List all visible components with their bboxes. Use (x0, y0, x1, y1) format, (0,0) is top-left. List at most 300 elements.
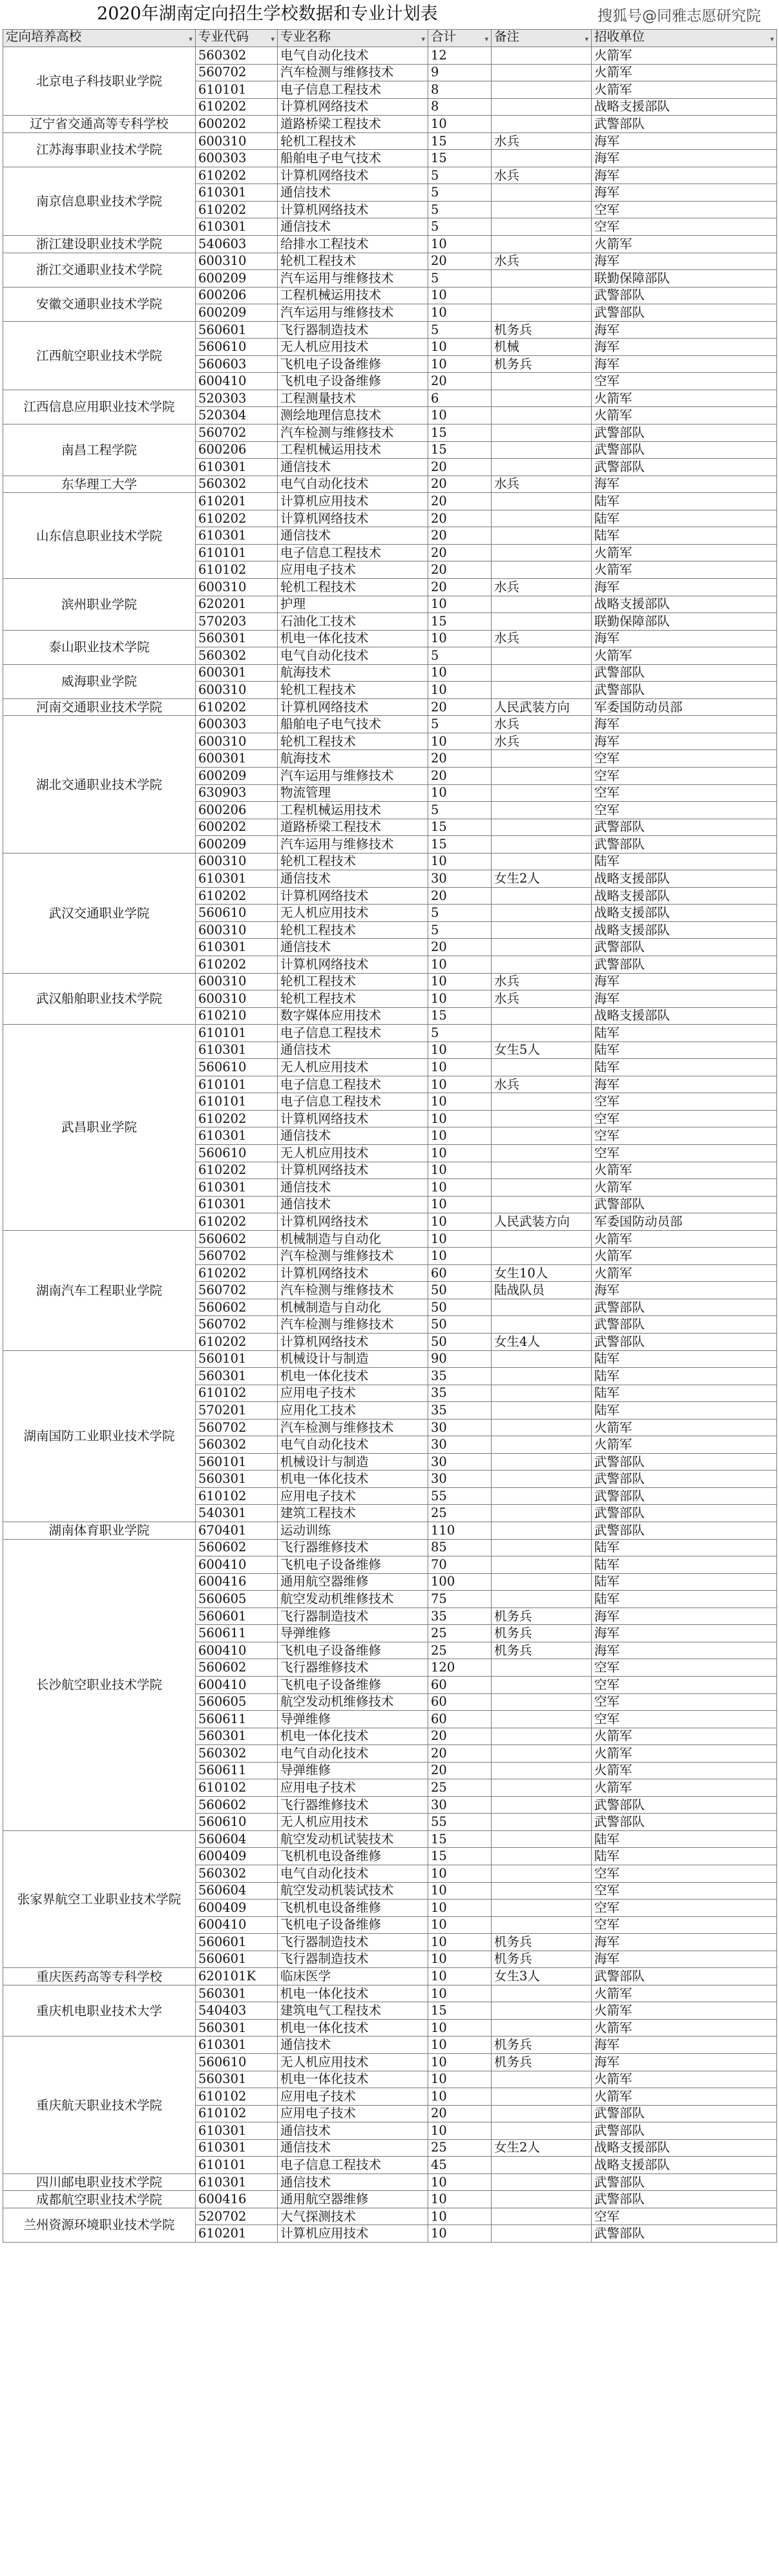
major-name-cell[interactable]: 航空发动机维修技术 (278, 1591, 428, 1608)
total-cell[interactable]: 15 (428, 819, 492, 836)
major-code-cell[interactable]: 560602 (196, 1796, 278, 1814)
remark-cell[interactable] (492, 1007, 592, 1025)
unit-cell[interactable]: 武警部队 (592, 2122, 777, 2140)
major-name-cell[interactable]: 电气自动化技术 (278, 47, 428, 65)
major-code-cell[interactable]: 670401 (196, 1522, 278, 1540)
unit-cell[interactable]: 武警部队 (592, 287, 777, 304)
filter-dropdown-icon[interactable]: ▾ (484, 35, 488, 43)
major-code-cell[interactable]: 610301 (196, 184, 278, 202)
total-cell[interactable]: 10 (428, 596, 492, 613)
major-name-cell[interactable]: 飞机电子设备维修 (278, 1556, 428, 1574)
major-code-cell[interactable]: 610202 (196, 1213, 278, 1231)
remark-cell[interactable] (492, 905, 592, 922)
major-name-cell[interactable]: 应用电子技术 (278, 561, 428, 579)
major-name-cell[interactable]: 轮机工程技术 (278, 682, 428, 699)
unit-cell[interactable]: 陆军 (592, 1042, 777, 1059)
major-code-cell[interactable]: 560302 (196, 47, 278, 65)
total-cell[interactable]: 10 (428, 2088, 492, 2106)
total-cell[interactable]: 10 (428, 973, 492, 990)
major-name-cell[interactable]: 应用电子技术 (278, 2088, 428, 2106)
major-code-cell[interactable]: 600209 (196, 304, 278, 322)
unit-cell[interactable]: 战略支援部队 (592, 2139, 777, 2157)
total-cell[interactable]: 5 (428, 802, 492, 819)
major-name-cell[interactable]: 计算机网络技术 (278, 167, 428, 184)
major-code-cell[interactable]: 560302 (196, 1745, 278, 1763)
remark-cell[interactable] (492, 2071, 592, 2088)
unit-cell[interactable]: 火箭军 (592, 1248, 777, 1265)
unit-cell[interactable]: 空军 (592, 2208, 777, 2225)
major-code-cell[interactable]: 600206 (196, 441, 278, 459)
remark-cell[interactable] (492, 1110, 592, 1127)
major-name-cell[interactable]: 轮机工程技术 (278, 253, 428, 270)
major-code-cell[interactable]: 560702 (196, 64, 278, 81)
major-name-cell[interactable]: 汽车检测与维修技术 (278, 64, 428, 81)
remark-cell[interactable]: 水兵 (492, 990, 592, 1008)
unit-cell[interactable]: 陆军 (592, 527, 777, 545)
major-name-cell[interactable]: 电气自动化技术 (278, 476, 428, 493)
unit-cell[interactable]: 空军 (592, 1145, 777, 1162)
major-code-cell[interactable]: 560601 (196, 1607, 278, 1625)
remark-cell[interactable]: 水兵 (492, 132, 592, 150)
remark-cell[interactable] (492, 270, 592, 288)
remark-cell[interactable]: 人民武装方向 (492, 698, 592, 716)
major-name-cell[interactable]: 通信技术 (278, 2037, 428, 2054)
unit-cell[interactable]: 火箭军 (592, 64, 777, 81)
total-cell[interactable]: 30 (428, 1419, 492, 1436)
unit-cell[interactable]: 武警部队 (592, 2105, 777, 2122)
major-code-cell[interactable]: 610101 (196, 2157, 278, 2174)
major-code-cell[interactable]: 560301 (196, 2019, 278, 2037)
major-name-cell[interactable]: 轮机工程技术 (278, 973, 428, 990)
remark-cell[interactable] (492, 2208, 592, 2225)
total-cell[interactable]: 10 (428, 630, 492, 647)
major-name-cell[interactable]: 汽车检测与维修技术 (278, 1316, 428, 1334)
major-code-cell[interactable]: 610301 (196, 459, 278, 476)
unit-cell[interactable]: 陆军 (592, 1556, 777, 1574)
school-cell[interactable]: 成都航空职业技术学院 (3, 2191, 196, 2208)
major-name-cell[interactable]: 运动训练 (278, 1522, 428, 1540)
remark-cell[interactable] (492, 1591, 592, 1608)
remark-cell[interactable] (492, 407, 592, 424)
major-name-cell[interactable]: 通用航空器维修 (278, 1573, 428, 1591)
major-code-cell[interactable]: 610301 (196, 1179, 278, 1197)
remark-cell[interactable] (492, 1830, 592, 1848)
total-cell[interactable]: 20 (428, 476, 492, 493)
major-name-cell[interactable]: 电子信息工程技术 (278, 1093, 428, 1111)
unit-cell[interactable]: 武警部队 (592, 1453, 777, 1471)
major-code-cell[interactable]: 610201 (196, 493, 278, 510)
total-cell[interactable]: 5 (428, 321, 492, 339)
unit-cell[interactable]: 火箭军 (592, 647, 777, 665)
remark-cell[interactable] (492, 1556, 592, 1574)
unit-cell[interactable]: 火箭军 (592, 81, 777, 99)
total-cell[interactable]: 10 (428, 2225, 492, 2243)
total-cell[interactable]: 30 (428, 1471, 492, 1488)
total-cell[interactable]: 25 (428, 1505, 492, 1522)
major-code-cell[interactable]: 610301 (196, 1196, 278, 1213)
school-cell[interactable]: 浙江交通职业技术学院 (3, 253, 196, 287)
unit-cell[interactable]: 联勤保障部队 (592, 613, 777, 631)
major-name-cell[interactable]: 电子信息工程技术 (278, 544, 428, 561)
major-name-cell[interactable]: 汽车运用与维修技术 (278, 304, 428, 322)
unit-cell[interactable]: 海军 (592, 1951, 777, 1968)
total-cell[interactable]: 10 (428, 1916, 492, 1934)
unit-cell[interactable]: 战略支援部队 (592, 921, 777, 939)
major-name-cell[interactable]: 临床医学 (278, 1968, 428, 1985)
major-code-cell[interactable]: 560301 (196, 1728, 278, 1745)
unit-cell[interactable]: 海军 (592, 167, 777, 184)
unit-cell[interactable]: 海军 (592, 476, 777, 493)
school-cell[interactable]: 重庆机电职业技术大学 (3, 1985, 196, 2037)
major-name-cell[interactable]: 测绘地理信息技术 (278, 407, 428, 424)
total-cell[interactable]: 15 (428, 424, 492, 442)
major-code-cell[interactable]: 600310 (196, 733, 278, 750)
unit-cell[interactable]: 陆军 (592, 1591, 777, 1608)
major-code-cell[interactable]: 540403 (196, 2002, 278, 2020)
major-code-cell[interactable]: 610102 (196, 2088, 278, 2106)
school-cell[interactable]: 辽宁省交通高等专科学校 (3, 116, 196, 133)
major-name-cell[interactable]: 建筑电气工程技术 (278, 2002, 428, 2020)
major-name-cell[interactable]: 导弹维修 (278, 1625, 428, 1642)
unit-cell[interactable]: 火箭军 (592, 1419, 777, 1436)
remark-cell[interactable] (492, 1745, 592, 1763)
remark-cell[interactable]: 机务兵 (492, 1642, 592, 1659)
unit-cell[interactable]: 武警部队 (592, 1814, 777, 1831)
filter-dropdown-icon[interactable]: ▾ (585, 35, 588, 43)
total-cell[interactable]: 20 (428, 373, 492, 390)
major-name-cell[interactable]: 机械设计与制造 (278, 1453, 428, 1471)
remark-cell[interactable] (492, 1368, 592, 1385)
total-cell[interactable]: 10 (428, 1196, 492, 1213)
total-cell[interactable]: 5 (428, 647, 492, 665)
major-name-cell[interactable]: 航空发动机试装技术 (278, 1830, 428, 1848)
major-code-cell[interactable]: 600410 (196, 1916, 278, 1934)
total-cell[interactable]: 70 (428, 1556, 492, 1574)
major-name-cell[interactable]: 应用电子技术 (278, 1487, 428, 1505)
total-cell[interactable]: 10 (428, 784, 492, 802)
unit-cell[interactable]: 火箭军 (592, 1230, 777, 1248)
total-cell[interactable]: 85 (428, 1539, 492, 1556)
unit-cell[interactable]: 空军 (592, 1110, 777, 1127)
major-name-cell[interactable]: 通信技术 (278, 184, 428, 202)
school-cell[interactable]: 湖北交通职业技术学院 (3, 716, 196, 853)
school-cell[interactable]: 泰山职业技术学院 (3, 630, 196, 664)
unit-cell[interactable]: 海军 (592, 132, 777, 150)
unit-cell[interactable]: 空军 (592, 1865, 777, 1882)
major-code-cell[interactable]: 560301 (196, 1368, 278, 1385)
unit-cell[interactable]: 火箭军 (592, 2019, 777, 2037)
remark-cell[interactable]: 女生2人 (492, 2139, 592, 2157)
remark-cell[interactable] (492, 750, 592, 768)
major-name-cell[interactable]: 飞行器制造技术 (278, 1607, 428, 1625)
remark-cell[interactable] (492, 493, 592, 510)
major-name-cell[interactable]: 电气自动化技术 (278, 1436, 428, 1454)
school-cell[interactable]: 湖南汽车工程职业学院 (3, 1230, 196, 1350)
school-cell[interactable]: 重庆航天职业技术学院 (3, 2037, 196, 2173)
total-cell[interactable]: 15 (428, 2002, 492, 2020)
unit-cell[interactable]: 空军 (592, 767, 777, 784)
remark-cell[interactable] (492, 1145, 592, 1162)
total-cell[interactable]: 20 (428, 561, 492, 579)
unit-cell[interactable]: 军委国防动员部 (592, 698, 777, 716)
major-code-cell[interactable]: 610202 (196, 698, 278, 716)
major-code-cell[interactable]: 560601 (196, 321, 278, 339)
total-cell[interactable]: 10 (428, 1213, 492, 1231)
total-cell[interactable]: 5 (428, 1025, 492, 1042)
major-name-cell[interactable]: 机械制造与自动化 (278, 1230, 428, 1248)
major-code-cell[interactable]: 600303 (196, 150, 278, 167)
total-cell[interactable]: 20 (428, 527, 492, 545)
major-code-cell[interactable]: 600410 (196, 1642, 278, 1659)
header-major[interactable]: 专业名称 ▾ (278, 30, 428, 47)
major-name-cell[interactable]: 工程机械运用技术 (278, 441, 428, 459)
unit-cell[interactable]: 火箭军 (592, 47, 777, 65)
unit-cell[interactable]: 海军 (592, 150, 777, 167)
total-cell[interactable]: 60 (428, 1711, 492, 1728)
remark-cell[interactable]: 女生4人 (492, 1334, 592, 1351)
unit-cell[interactable]: 海军 (592, 630, 777, 647)
remark-cell[interactable] (492, 2105, 592, 2122)
total-cell[interactable]: 10 (428, 2071, 492, 2088)
unit-cell[interactable]: 武警部队 (592, 1316, 777, 1334)
major-code-cell[interactable]: 520304 (196, 407, 278, 424)
unit-cell[interactable]: 空军 (592, 1676, 777, 1693)
school-cell[interactable]: 东华理工大学 (3, 476, 196, 493)
remark-cell[interactable] (492, 939, 592, 956)
major-code-cell[interactable]: 610301 (196, 527, 278, 545)
remark-cell[interactable] (492, 956, 592, 973)
major-name-cell[interactable]: 汽车检测与维修技术 (278, 1248, 428, 1265)
major-name-cell[interactable]: 轮机工程技术 (278, 132, 428, 150)
major-name-cell[interactable]: 导弹维修 (278, 1762, 428, 1779)
major-name-cell[interactable]: 飞行器维修技术 (278, 1796, 428, 1814)
remark-cell[interactable] (492, 441, 592, 459)
major-code-cell[interactable]: 600209 (196, 836, 278, 853)
major-name-cell[interactable]: 机电一体化技术 (278, 2019, 428, 2037)
school-cell[interactable]: 江苏海事职业技术学院 (3, 132, 196, 167)
total-cell[interactable]: 5 (428, 921, 492, 939)
unit-cell[interactable]: 海军 (592, 321, 777, 339)
school-cell[interactable]: 兰州资源环境职业技术学院 (3, 2208, 196, 2242)
total-cell[interactable]: 10 (428, 1882, 492, 1900)
total-cell[interactable]: 5 (428, 270, 492, 288)
remark-cell[interactable] (492, 81, 592, 99)
unit-cell[interactable]: 陆军 (592, 1830, 777, 1848)
remark-cell[interactable] (492, 236, 592, 253)
school-cell[interactable]: 浙江建设职业技术学院 (3, 236, 196, 253)
remark-cell[interactable] (492, 2088, 592, 2106)
major-name-cell[interactable]: 船舶电子电气技术 (278, 716, 428, 733)
school-cell[interactable]: 威海职业学院 (3, 664, 196, 698)
total-cell[interactable]: 20 (428, 2105, 492, 2122)
major-name-cell[interactable]: 轮机工程技术 (278, 921, 428, 939)
unit-cell[interactable]: 武警部队 (592, 2191, 777, 2208)
school-cell[interactable]: 南昌工程学院 (3, 424, 196, 476)
major-code-cell[interactable]: 600416 (196, 1573, 278, 1591)
major-code-cell[interactable]: 560702 (196, 424, 278, 442)
major-name-cell[interactable]: 轮机工程技术 (278, 853, 428, 870)
total-cell[interactable]: 10 (428, 990, 492, 1008)
major-code-cell[interactable]: 560610 (196, 339, 278, 356)
total-cell[interactable]: 10 (428, 2173, 492, 2191)
remark-cell[interactable] (492, 98, 592, 116)
total-cell[interactable]: 10 (428, 355, 492, 373)
major-code-cell[interactable]: 560601 (196, 1951, 278, 1968)
total-cell[interactable]: 20 (428, 459, 492, 476)
remark-cell[interactable] (492, 853, 592, 870)
unit-cell[interactable]: 空军 (592, 802, 777, 819)
major-name-cell[interactable]: 护理 (278, 596, 428, 613)
major-name-cell[interactable]: 计算机网络技术 (278, 510, 428, 527)
major-code-cell[interactable]: 560610 (196, 1059, 278, 1076)
unit-cell[interactable]: 陆军 (592, 1368, 777, 1385)
remark-cell[interactable] (492, 1350, 592, 1368)
major-name-cell[interactable]: 工程机械运用技术 (278, 287, 428, 304)
remark-cell[interactable] (492, 1025, 592, 1042)
unit-cell[interactable]: 空军 (592, 218, 777, 236)
total-cell[interactable]: 15 (428, 836, 492, 853)
unit-cell[interactable]: 空军 (592, 1093, 777, 1111)
major-name-cell[interactable]: 计算机网络技术 (278, 1213, 428, 1231)
header-remark[interactable]: 备注 ▾ (492, 30, 592, 47)
unit-cell[interactable]: 陆军 (592, 1025, 777, 1042)
major-code-cell[interactable]: 560702 (196, 1316, 278, 1334)
unit-cell[interactable]: 武警部队 (592, 1968, 777, 1985)
total-cell[interactable]: 30 (428, 1453, 492, 1471)
unit-cell[interactable]: 空军 (592, 1882, 777, 1900)
remark-cell[interactable] (492, 1487, 592, 1505)
major-code-cell[interactable]: 560611 (196, 1711, 278, 1728)
major-code-cell[interactable]: 560610 (196, 1145, 278, 1162)
major-name-cell[interactable]: 航空发动机维修技术 (278, 1693, 428, 1711)
total-cell[interactable]: 60 (428, 1264, 492, 1282)
major-name-cell[interactable]: 飞行器维修技术 (278, 1659, 428, 1677)
remark-cell[interactable] (492, 2157, 592, 2174)
unit-cell[interactable]: 空军 (592, 1659, 777, 1677)
unit-cell[interactable]: 空军 (592, 1127, 777, 1145)
major-name-cell[interactable]: 电子信息工程技术 (278, 2157, 428, 2174)
unit-cell[interactable]: 海军 (592, 1642, 777, 1659)
remark-cell[interactable] (492, 1985, 592, 2002)
remark-cell[interactable] (492, 64, 592, 81)
major-name-cell[interactable]: 汽车检测与维修技术 (278, 1282, 428, 1299)
remark-cell[interactable] (492, 1916, 592, 1934)
major-name-cell[interactable]: 导弹维修 (278, 1711, 428, 1728)
remark-cell[interactable] (492, 116, 592, 133)
major-name-cell[interactable]: 计算机网络技术 (278, 698, 428, 716)
remark-cell[interactable] (492, 1882, 592, 1900)
major-name-cell[interactable]: 通信技术 (278, 459, 428, 476)
remark-cell[interactable] (492, 1676, 592, 1693)
unit-cell[interactable]: 武警部队 (592, 1487, 777, 1505)
unit-cell[interactable]: 火箭军 (592, 2002, 777, 2020)
major-name-cell[interactable]: 通信技术 (278, 1042, 428, 1059)
total-cell[interactable]: 10 (428, 1127, 492, 1145)
remark-cell[interactable] (492, 1402, 592, 1419)
total-cell[interactable]: 10 (428, 1900, 492, 1917)
remark-cell[interactable] (492, 184, 592, 202)
unit-cell[interactable]: 武警部队 (592, 836, 777, 853)
unit-cell[interactable]: 武警部队 (592, 939, 777, 956)
major-name-cell[interactable]: 飞行器维修技术 (278, 1539, 428, 1556)
total-cell[interactable]: 20 (428, 939, 492, 956)
remark-cell[interactable]: 机务兵 (492, 1951, 592, 1968)
total-cell[interactable]: 10 (428, 1093, 492, 1111)
unit-cell[interactable]: 火箭军 (592, 407, 777, 424)
remark-cell[interactable] (492, 784, 592, 802)
total-cell[interactable]: 30 (428, 1796, 492, 1814)
remark-cell[interactable] (492, 1848, 592, 1865)
major-name-cell[interactable]: 计算机网络技术 (278, 98, 428, 116)
major-code-cell[interactable]: 540603 (196, 236, 278, 253)
unit-cell[interactable]: 武警部队 (592, 1522, 777, 1540)
major-name-cell[interactable]: 工程机械运用技术 (278, 802, 428, 819)
major-code-cell[interactable]: 610101 (196, 1025, 278, 1042)
major-name-cell[interactable]: 飞机电子设备维修 (278, 1676, 428, 1693)
remark-cell[interactable]: 女生3人 (492, 1968, 592, 1985)
major-code-cell[interactable]: 610102 (196, 2105, 278, 2122)
major-code-cell[interactable]: 610202 (196, 956, 278, 973)
major-name-cell[interactable]: 计算机网络技术 (278, 1264, 428, 1282)
major-code-cell[interactable]: 610102 (196, 1779, 278, 1797)
total-cell[interactable]: 10 (428, 304, 492, 322)
remark-cell[interactable] (492, 1179, 592, 1197)
unit-cell[interactable]: 武警部队 (592, 441, 777, 459)
remark-cell[interactable] (492, 1814, 592, 1831)
major-code-cell[interactable]: 610101 (196, 1076, 278, 1093)
major-code-cell[interactable]: 610202 (196, 1110, 278, 1127)
major-name-cell[interactable]: 计算机网络技术 (278, 1162, 428, 1179)
remark-cell[interactable] (492, 1659, 592, 1677)
major-name-cell[interactable]: 应用电子技术 (278, 1385, 428, 1402)
remark-cell[interactable] (492, 1711, 592, 1728)
remark-cell[interactable] (492, 613, 592, 631)
total-cell[interactable]: 20 (428, 750, 492, 768)
unit-cell[interactable]: 武警部队 (592, 2225, 777, 2243)
remark-cell[interactable] (492, 1453, 592, 1471)
major-code-cell[interactable]: 610301 (196, 218, 278, 236)
major-code-cell[interactable]: 600202 (196, 116, 278, 133)
total-cell[interactable]: 25 (428, 1779, 492, 1797)
remark-cell[interactable]: 陆战队员 (492, 1282, 592, 1299)
remark-cell[interactable] (492, 1385, 592, 1402)
major-code-cell[interactable]: 610202 (196, 98, 278, 116)
unit-cell[interactable]: 海军 (592, 184, 777, 202)
major-name-cell[interactable]: 飞机电子设备维修 (278, 355, 428, 373)
unit-cell[interactable]: 陆军 (592, 1385, 777, 1402)
total-cell[interactable]: 25 (428, 2139, 492, 2157)
major-name-cell[interactable]: 计算机应用技术 (278, 2225, 428, 2243)
unit-cell[interactable]: 火箭军 (592, 1264, 777, 1282)
school-cell[interactable]: 南京信息职业技术学院 (3, 167, 196, 235)
unit-cell[interactable]: 空军 (592, 750, 777, 768)
unit-cell[interactable]: 武警部队 (592, 1796, 777, 1814)
total-cell[interactable]: 75 (428, 1591, 492, 1608)
unit-cell[interactable]: 联勤保障部队 (592, 270, 777, 288)
unit-cell[interactable]: 火箭军 (592, 390, 777, 407)
major-code-cell[interactable]: 560301 (196, 630, 278, 647)
header-total[interactable]: 合计 ▾ (428, 30, 492, 47)
total-cell[interactable]: 20 (428, 1728, 492, 1745)
major-name-cell[interactable]: 飞行器制造技术 (278, 1951, 428, 1968)
major-code-cell[interactable]: 560605 (196, 1591, 278, 1608)
total-cell[interactable]: 120 (428, 1659, 492, 1677)
remark-cell[interactable] (492, 2002, 592, 2020)
major-code-cell[interactable]: 560601 (196, 1934, 278, 1951)
remark-cell[interactable] (492, 544, 592, 561)
total-cell[interactable]: 50 (428, 1282, 492, 1299)
major-code-cell[interactable]: 560101 (196, 1350, 278, 1368)
